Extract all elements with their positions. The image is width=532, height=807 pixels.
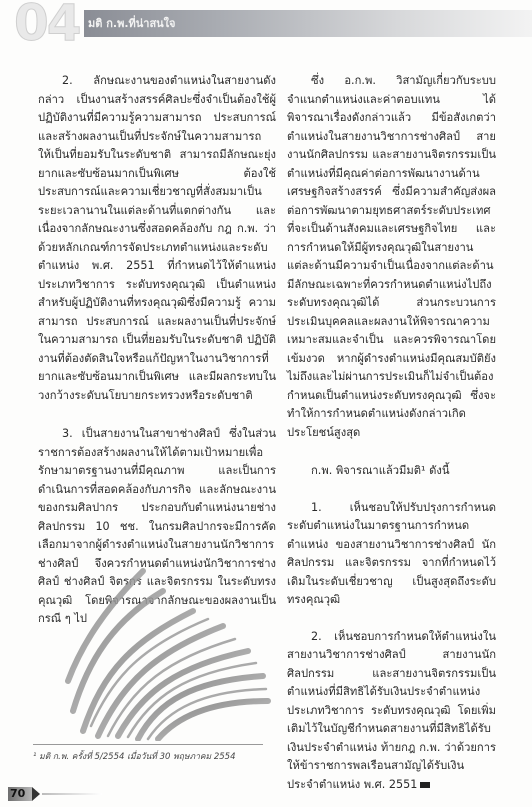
right-column — [287, 72, 496, 794]
left-paragraph-2: 3. เป็นสายงานในสาขาช่างศิลป์ ซึ่งในส่วนราชการต้องสร้างผลงานให้ได้ตามเป้าหมายเพื่อรักษามาตรฐานงานที่มีคุณภาพ และเป็นการดำเนินการที่สอดคล้องกับภารกิจ และลักษณะงานของกรมศิลปากร ประกอบกับตำแหน่งนายช่างศิลปกรรม 10 ชช. ในกรมศิลปากรจะมีการคัดเลือกมาจากผู้ดำรงตำแหน่งในสายงานนักวิชาการช่างศิลป์ จึงควรกำหนดตำแหน่งนักวิชาการช่างศิลป์ ช่างศิลป์ จิตรกร และจิตรกรรม ในระดับทรงคุณวุฒิ โดยพิจารณาจากลักษณะของผลงานเป็นกรณี ๆ ไป — [38, 427, 276, 625]
left-paragraph-1: 2. ลักษณะงานของตำแหน่งในสายงานดังกล่าว เป็นงานสร้างสรรค์ศิลปะซึ่งจำเป็นต้องใช้ผู้ปฏิบัติงานที่มีความรู้ความสามารถ ประสบการณ์ และสร้างผลงานเป็นที่ประจักษ์ในความสามารถ ให้เป็นที่ยอมรับในระดับชาติ สามารถมีลักษณะยุ่งยากและซับซ้อนมากเป็นพิเศษ ต้องใช้ประสบการณ์และความเชี่ยวชาญที่สั่งสมมาเป็นระยะเวลานานในแต่ละด้านที่แตกต่างกัน และเนื่องจากลักษณะงานซึ่งสอดคล้องกับ กฎ ก.พ. ว่าด้วยหลักเกณฑ์การจัดประเภทตำแหน่งและระดับตำแหน่ง พ.ศ. 2551 ที่กำหนดไว้ให้ตำแหน่งประเภทวิชาการ ระดับทรงคุณวุฒิ เป็นตำแหน่งสำหรับผู้ปฏิบัติงานที่ทรงคุณวุฒิซึ่งมีความรู้ ความสามารถ ประสบการณ์ และผลงานเป็นที่ประจักษ์ในความสามารถ เป็นที่ยอมรับในระดับชาติ ปฏิบัติงานที่ต้องตัดสินใจหรือแก้ปัญหาในงานวิชาการที่ยากและซับซ้อนมากเป็นพิเศษ และมีผลกระทบในวงกว้างระดับนโยบายกระทรวงหรือระดับชาติ — [38, 74, 276, 402]
right-paragraph-1: ซึ่ง อ.ก.พ. วิสามัญเกี่ยวกับระบบจำแนกตำแหน่งและค่าตอบแทน ได้พิจารณาเรื่องดังกล่าวแล้ว มีข้อสังเกตว่าตำแหน่งในสายงานวิชาการช่างศิลป์ สายงานนักศิลปกรรม และสายงานจิตรกรรมเป็นตำแหน่งที่มีคุณค่าต่อการพัฒนางานด้านเศรษฐกิจสร้างสรรค์ ซึ่งมีความสำคัญส่งผลต่อการพัฒนาตามยุทธศาสตร์ระดับประเทศที่จะเป็นด้านสังคมและเศรษฐกิจไทย และการกำหนดให้มีผู้ทรงคุณวุฒิในสายงานแต่ละด้านมีความจำเป็นเนื่องจากแต่ละด้านมีลักษณะเฉพาะที่ควรกำหนดตำแหน่งไปถึงระดับทรงคุณวุฒิได้ ส่วนกระบวนการประเมินบุคคลและผลงานให้พิจารณาความเหมาะสมและจำเป็น และควรพิจารณาโดยเข้มงวด หากผู้ดำรงตำแหน่งมีคุณสมบัติยังไม่ถึงและไม่ผ่านการประเมินก็ไม่จำเป็นต้องกำหนดเป็นตำแหน่งระดับทรงคุณวุฒิ ซึ่งจะทำให้การกำหนดตำแหน่งดังกล่าวเกิดประโยชน์สูงสุด — [287, 74, 496, 439]
artwork-image — [63, 551, 273, 741]
footnote: ¹ มติ ก.พ. ครั้งที่ 5/2554 เมื่อวันที่ 30 พฤษภาคม 2554 — [33, 752, 236, 762]
resolution-item-1: 1. เห็นชอบให้ปรับปรุงการกำหนดระดับตำแหน่งในมาตรฐานการกำหนดตำแหน่ง ของสายงานวิชาการช่างศิลป์ นักศิลปกรรม และจิตรกรรม จากที่กำหนดไว้เดิมในระดับเชี่ยวชาญ เป็นสูงสุดถึงระดับทรงคุณวุฒิ — [287, 500, 496, 606]
chapter-number: 04 — [14, 0, 80, 52]
end-of-article-mark — [420, 782, 430, 788]
footnote-divider — [33, 744, 263, 745]
resolution-item-2 — [287, 628, 496, 795]
page-number: 70 — [10, 787, 26, 800]
section-title: มติ ก.พ.ที่น่าสนใจ — [88, 17, 176, 30]
page-header — [0, 0, 532, 52]
page-arrow-icon — [32, 787, 40, 801]
left-column — [38, 72, 276, 629]
page-number-tail — [42, 793, 102, 795]
resolution-item-2-text: 2. เห็นชอบการกำหนดให้ตำแหน่งในสายงานวิชาการช่างศิลป์ สายงานนักศิลปกรรม และสายงานจิตรกรรมเป็นตำแหน่งที่มีสิทธิได้รับเงินประจำตำแหน่งประเภทวิชาการ ระดับทรงคุณวุฒิ โดยเพิ่มเติมไว้ในบัญชีกำหนดสายงานที่มีสิทธิได้รับเงินประจำตำแหน่ง ท้ายกฎ ก.พ. ว่าด้วยการให้ข้าราชการพลเรือนสามัญได้รับเงินประจำตำแหน่ง พ.ศ. 2551 — [287, 629, 496, 791]
resolution-heading: ก.พ. พิจารณาแล้วมีมติ¹ ดังนี้ — [311, 464, 450, 477]
